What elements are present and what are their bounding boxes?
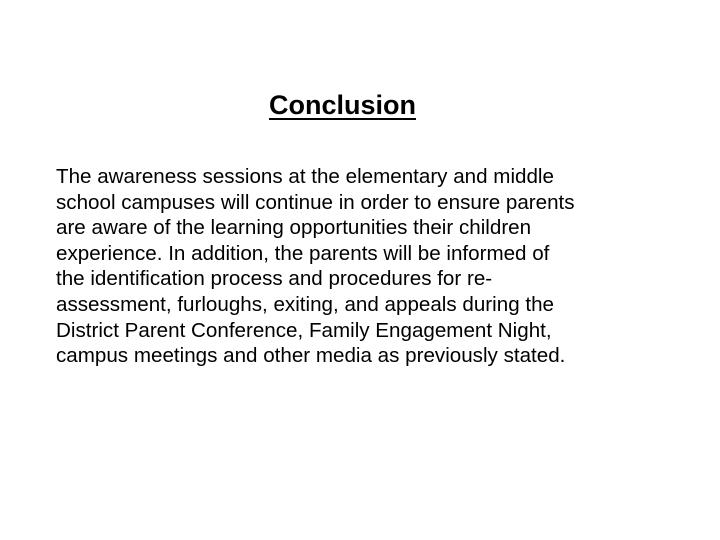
body-line: assessment, furloughs, exiting, and appeals during the [56,292,554,316]
body-paragraph [56,164,676,369]
body-line: experience. In addition, the parents will be informed of [56,241,550,265]
body-line: school campuses will continue in order to ensure parents [56,190,575,214]
body-line: District Parent Conference, Family Engagement Night, [56,318,552,342]
body-line: The awareness sessions at the elementary and middle [56,165,554,188]
slide-title: Conclusion [269,90,416,120]
body-line: campus meetings and other media as previously stated. [56,344,566,368]
body-line: the identification process and procedures for re- [56,267,493,291]
body-line: are aware of the learning opportunities their children [56,216,532,240]
